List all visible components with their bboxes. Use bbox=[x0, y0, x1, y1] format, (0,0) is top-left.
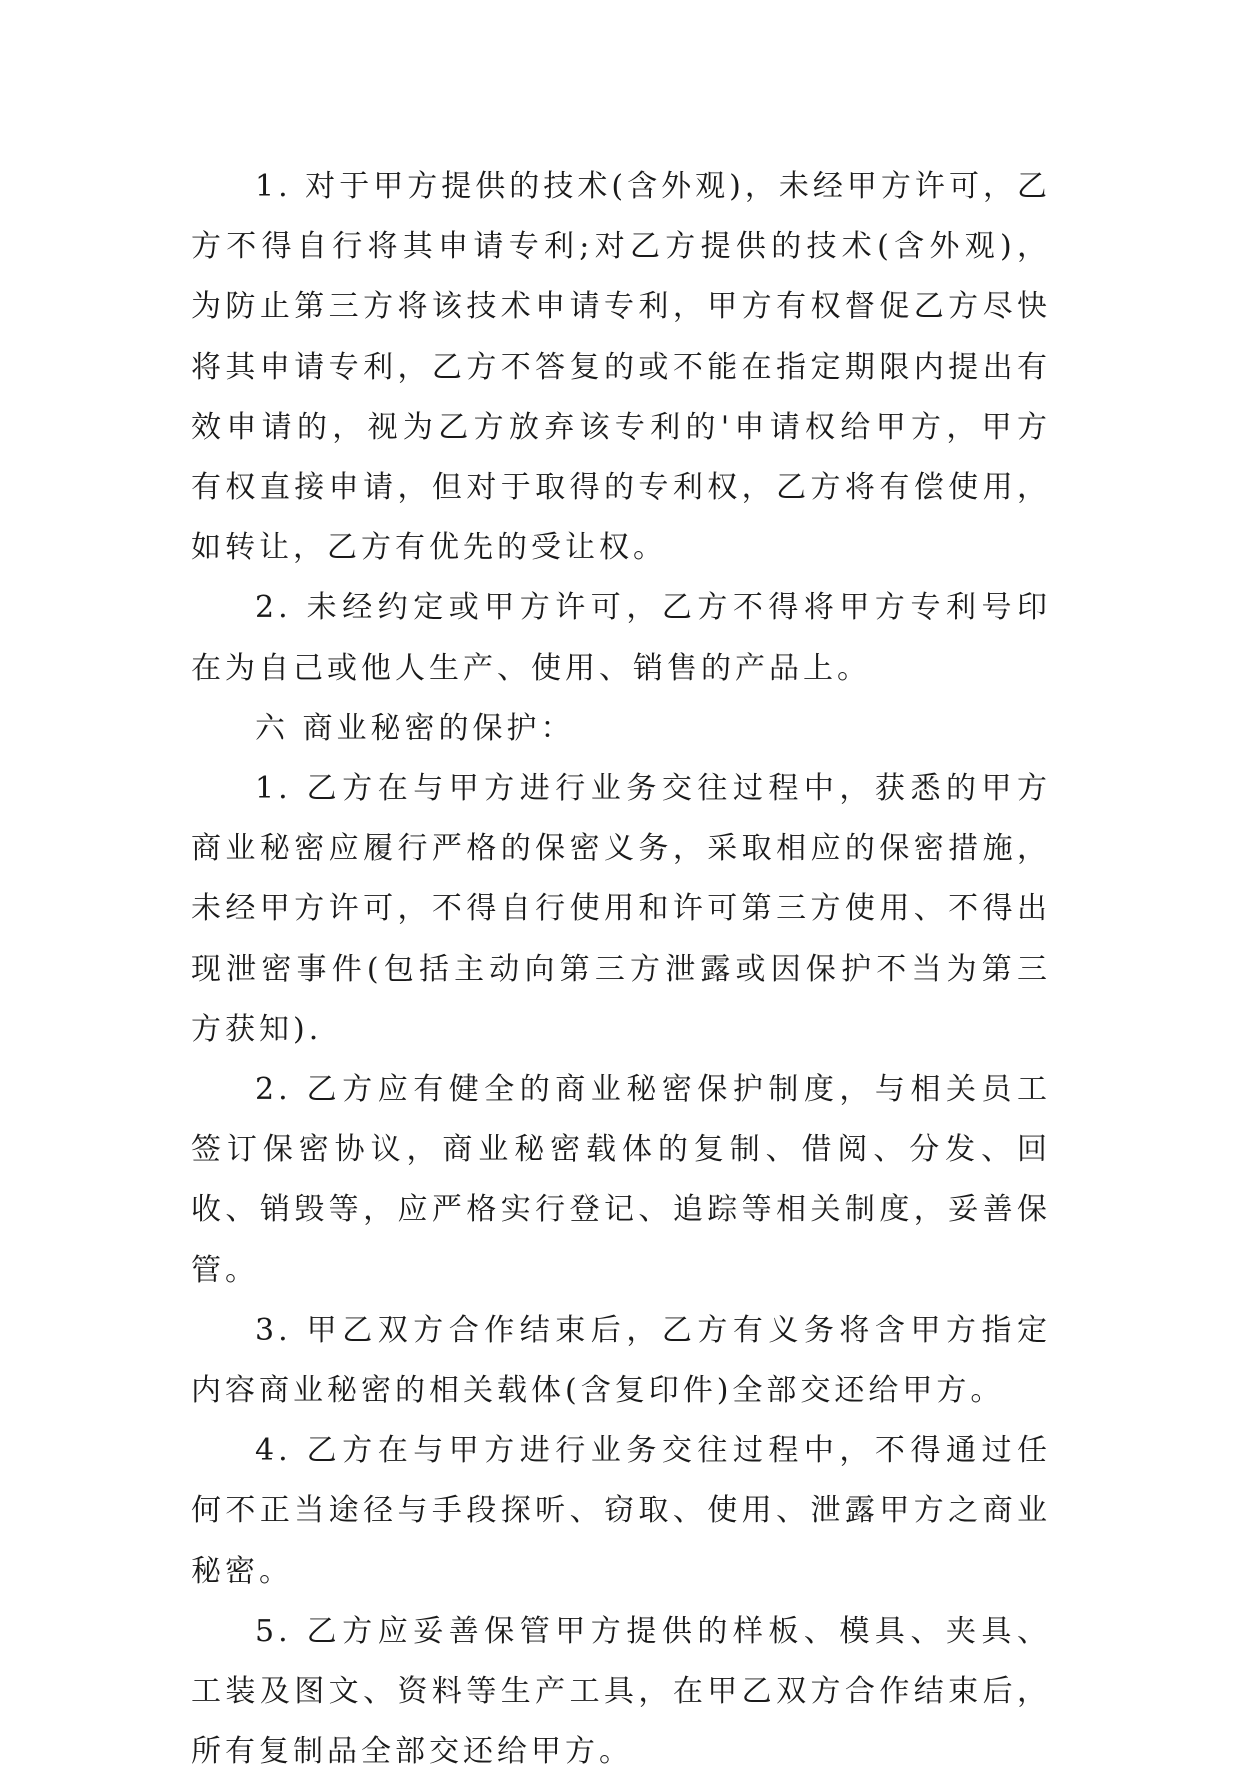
paragraph-secret-4: 4. 乙方在与甲方进行业务交往过程中，不得通过任何不正当途径与手段探听、窃取、使用、泄露甲方之商业秘密。 bbox=[191, 1433, 1051, 1589]
paragraph-secret-2: 2. 乙方应有健全的商业秘密保护制度，与相关员工签订保密协议，商业秘密载体的复制、借阅、分发、回收、销毁等，应严格实行登记、追踪等相关制度，妥善保管。 bbox=[191, 1072, 1051, 1288]
paragraph-secret-5: 5. 乙方应妥善保管甲方提供的样板、模具、夹具、工装及图文、资料等生产工具，在甲乙双方合作结束后，所有复制品全部交还给甲方。 bbox=[191, 1613, 1051, 1770]
paragraph-secret-3: 3. 甲乙双方合作结束后，乙方有义务将含甲方指定内容商业秘密的相关载体(含复印件)全部交还给甲方。 bbox=[191, 1312, 1051, 1409]
paragraph-patent-1: 1. 对于甲方提供的技术(含外观)，未经甲方许可，乙方不得自行将其申请专利;对乙方提供的技术(含外观)，为防止第三方将该技术申请专利，甲方有权督促乙方尽快将其申请专利，乙方不答复的或不能在指定期限内提出有效申请的，视为乙方放弃该专利的'申请权给甲方，甲方有权直接申请，但对于取得的专利权，乙方将有偿使用，如转让，乙方有优先的受让权。 bbox=[191, 169, 1051, 566]
paragraph-secret-1: 1. 乙方在与甲方进行业务交往过程中，获悉的甲方商业秘密应履行严格的保密义务，采取相应的保密措施，未经甲方许可，不得自行使用和许可第三方使用、不得出现泄密事件(包括主动向第三方泄露或因保护不当为第三方获知). bbox=[191, 771, 1051, 1047]
document-body bbox=[191, 157, 1051, 1782]
section-heading-trade-secrets: 六 商业秘密的保护： bbox=[255, 710, 575, 746]
paragraph-patent-2: 2. 未经约定或甲方许可，乙方不得将甲方专利号印在为自己或他人生产、使用、销售的产品上。 bbox=[191, 590, 1051, 686]
